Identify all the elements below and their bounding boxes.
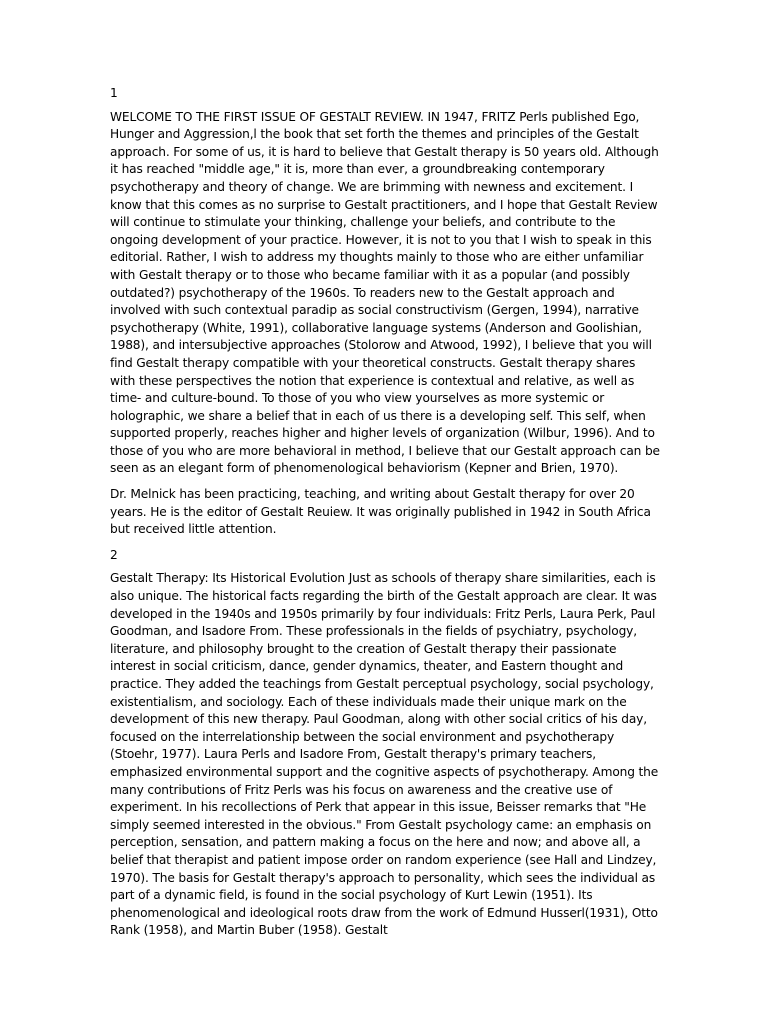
page-number: 1 xyxy=(110,86,118,100)
history-paragraph: Gestalt Therapy: Its Historical Evolution Just as schools of therapy share similarities, each is also unique. The historical facts regarding the birth of the Gestalt approach are clear. It was developed in the 1940s and 1950s primarily by four individuals: Fritz Perls, Laura Perk, Paul Goodman, and Isadore From. These professionals in the fields of psychiatry, psychology, literature, and philosophy brought to the creation of Gestalt therapy their passionate interest in social criticism, dance, gender dynamics, theater, and Eastern thought and practice. They added the teachings from Gestalt perceptual psychology, social psychology, existentialism, and sociology. Each of these individuals made their unique mark on the development of this new therapy. Paul Goodman, along with other social critics of his day, focused on the interrelationship between the social environment and psychotherapy (Stoehr, 1977). Laura Perls and Isadore From, Gestalt therapy's primary teachers, emphasized environmental support and the cognitive aspects of psychotherapy. Among the many contributions of Fritz Perls was his focus on awareness and the creative use of experiment. In his recollections of Perk that appear in this issue, Beisser remarks that "He simply seemed interested in the obvious." From Gestalt psychology came: an emphasis on perception, sensation, and pattern making a focus on the here and now; and above all, a belief that therapist and patient impose order on random experience (see Hall and Lindzey, 1970). The basis for Gestalt therapy's approach to personality, which sees the individual as part of a dynamic field, is found in the social psychology of Kurt Lewin (1951). Its phenomenological and ideological roots draw from the work of Edmund Husserl(1931), Otto Rank (1958), and Martin Buber (1958). Gestalt xyxy=(110,571,659,938)
page-number: 2 xyxy=(110,547,118,562)
author-note-paragraph: Dr. Melnick has been practicing, teaching, and writing about Gestalt therapy for over 20 years. He is the editor of Gestalt Reuiew. It was originally published in 1942 in South Africa but received little attention. xyxy=(110,487,651,537)
document-page xyxy=(110,85,662,948)
editorial-paragraph: WELCOME TO THE FIRST ISSUE OF GESTALT REVIEW. IN 1947, FRITZ Perls published Ego, Hunger and Aggression,l the book that set forth the themes and principles of the Gestalt approach. For some of us, it is hard to believe that Gestalt therapy is 50 years old. Although it has reached "middle age," it is, more than ever, a groundbreaking contemporary psychotherapy and theory of change. We are brimming with newness and excitement. I know that this comes as no surprise to Gestalt practitioners, and I hope that Gestalt Review will continue to stimulate your thinking, challenge your beliefs, and contribute to the ongoing development of your practice. However, it is not to you that I wish to speak in this editorial. Rather, I wish to address my thoughts mainly to those who are either unfamiliar with Gestalt therapy or to those who became familiar with it as a popular (and possibly outdated?) psychotherapy of the 1960s. To readers new to the Gestalt approach and involved with such contextual paradip as social constructivism (Gergen, 1994), narrative psychotherapy (White, 1991), collaborative language systems (Anderson and Goolishian, 1988), and intersubjective approaches (Stolorow and Atwood, 1992), I believe that you will find Gestalt therapy compatible with your theoretical constructs. Gestalt therapy shares with these perspectives the notion that experience is contextual and relative, as well as time- and culture-bound. To those of you who view yourselves as more systemic or holographic, we share a belief that in each of us there is a developing self. This self, when supported properly, reaches higher and higher levels of organization (Wilbur, 1996). And to those of you who are more behavioral in method, I believe that our Gestalt approach can be seen as an elegant form of phenomenological behaviorism (Kepner and Brien, 1970). xyxy=(110,109,660,476)
section-2 xyxy=(110,547,662,940)
section-1 xyxy=(110,85,662,539)
